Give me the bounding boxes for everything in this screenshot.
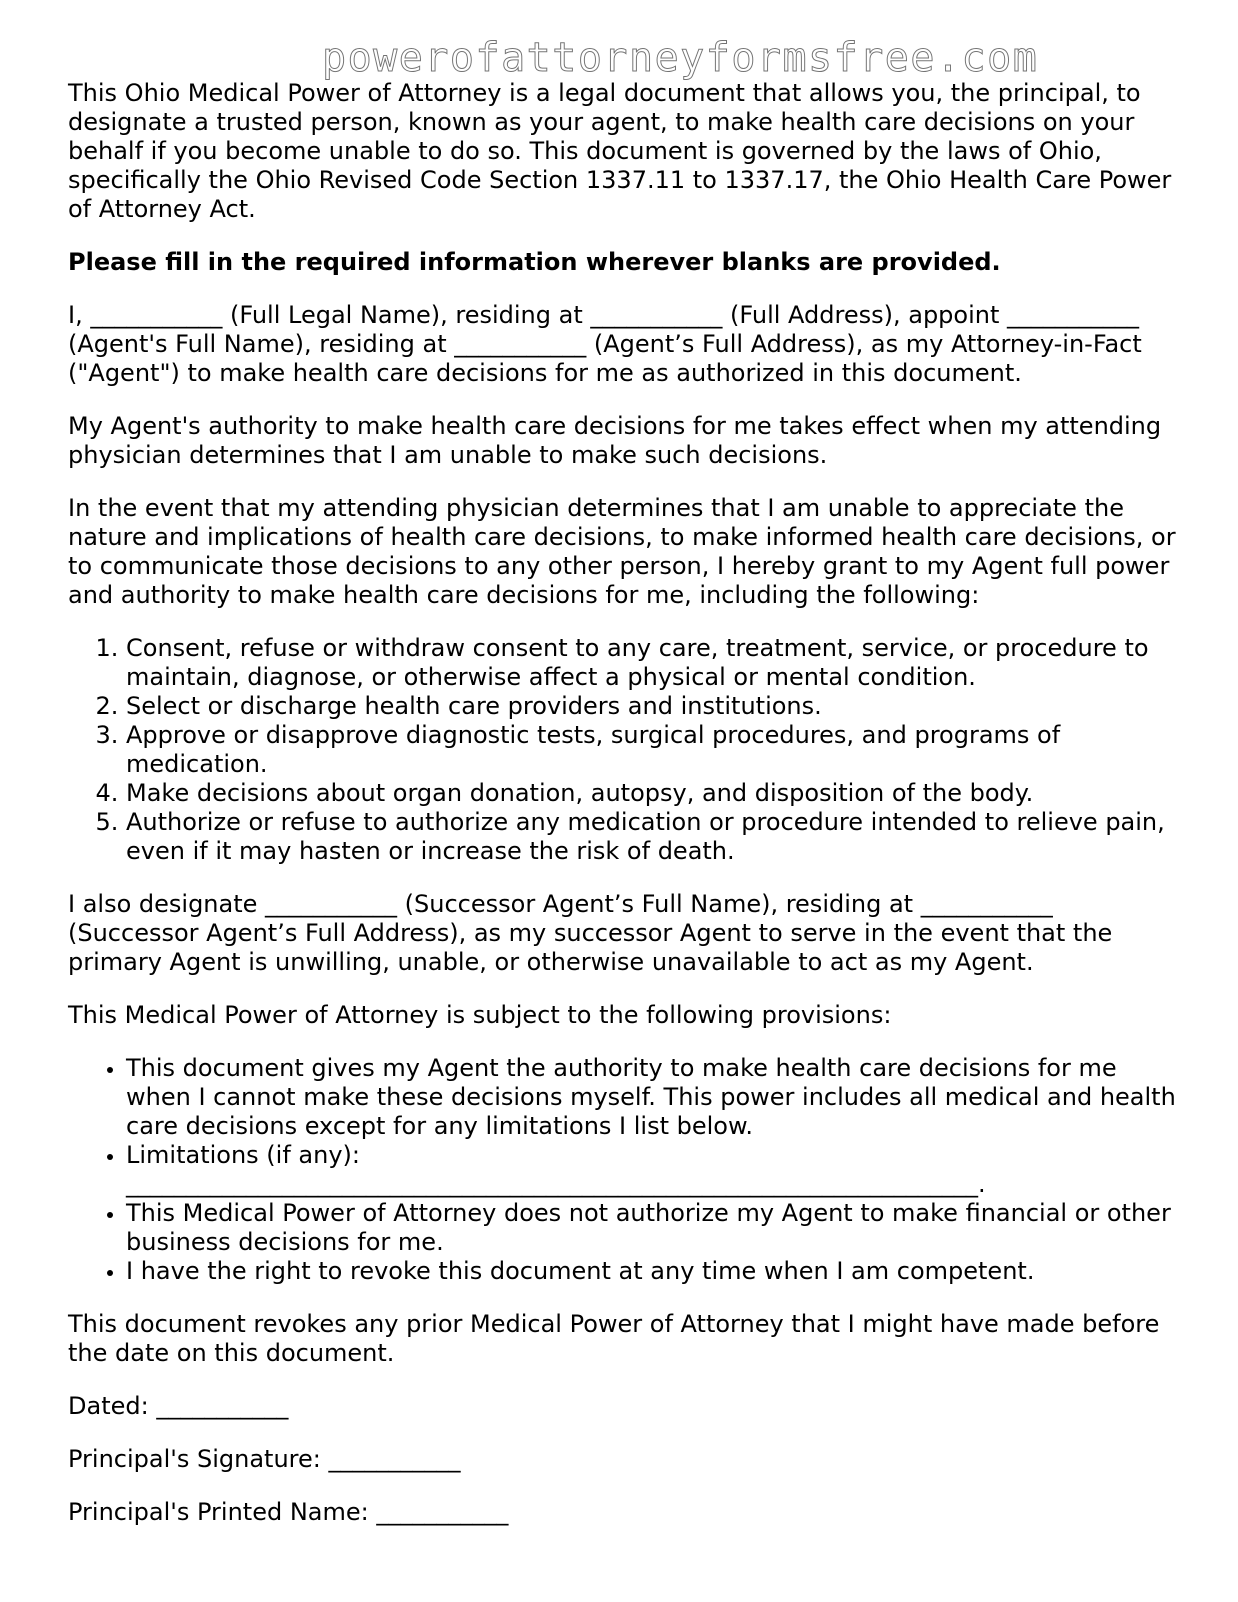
successor-paragraph: I also designate ___________ (Successor Agent’s Full Name), residing at ___________ (Successor Agent’s Full Address), as my successor Agent to serve in the event that the primary Agent is unwilling, unable, or otherwise unavailable to act as my Agent. <box>68 890 1113 976</box>
appointment-paragraph: I, ___________ (Full Legal Name), residing at ___________ (Full Address), appoint ___________ (Agent's Full Name), residing at ___________ (Agent’s Full Address), as my Attorney-in-Fact ("Agent") to make health care decisions for me as authorized in this document. <box>68 301 1142 387</box>
watermark: powerofattorneyformsfree.com <box>322 35 1039 81</box>
power-item: 4. Make decisions about organ donation, autopsy, and disposition of the body. <box>126 779 1178 808</box>
provision-item: • This Medical Power of Attorney does not authorize my Agent to make financial or other business decisions for me. <box>126 1199 1178 1257</box>
provisions-intro: This Medical Power of Attorney is subject to the following provisions: <box>68 1001 892 1029</box>
power-item: 2. Select or discharge health care providers and institutions. <box>126 692 1178 721</box>
power-item: 3. Approve or disapprove diagnostic tests, surgical procedures, and programs of medication. <box>126 721 1178 779</box>
printed-name-line: Principal's Printed Name: ___________ <box>68 1498 509 1526</box>
power-item: 1. Consent, refuse or withdraw consent to any care, treatment, service, or procedure to maintain, diagnose, or otherwise affect a physical or mental condition. <box>126 634 1178 692</box>
provision-item: • This document gives my Agent the authority to make health care decisions for me when I cannot make these decisions myself. This power includes all medical and health care decisions except for any limitations I list below. <box>126 1054 1178 1141</box>
power-item: 5. Authorize or refuse to authorize any medication or procedure intended to relieve pain, even if it may hasten or increase the risk of death. <box>126 808 1178 866</box>
provision-item-limitations: • Limitations (if any): _______________________________________________________________________. <box>126 1141 1178 1199</box>
grant-paragraph: In the event that my attending physician determines that I am unable to appreciate the nature and implications of health care decisions, to make informed health care decisions, or to communicate those decisions to any other person, I hereby grant to my Agent full power and authority to make health care decisions for me, including the following: <box>68 494 1176 609</box>
provision-item: • I have the right to revoke this document at any time when I am competent. <box>126 1257 1178 1286</box>
signature-line: Principal's Signature: ___________ <box>68 1445 461 1473</box>
instruction-text: Please fill in the required information wherever blanks are provided. <box>68 248 1001 276</box>
powers-list <box>68 634 1178 866</box>
effective-paragraph: My Agent's authority to make health care decisions for me takes effect when my attending physician determines that I am unable to make such decisions. <box>68 412 1162 469</box>
revocation-paragraph: This document revokes any prior Medical Power of Attorney that I might have made before the date on this document. <box>68 1310 1160 1367</box>
document-body <box>68 79 1178 1551</box>
provisions-list <box>68 1054 1178 1286</box>
intro-paragraph: This Ohio Medical Power of Attorney is a legal document that allows you, the principal, to designate a trusted person, known as your agent, to make health care decisions on your behalf if you become unable to do so. This document is governed by the laws of Ohio, specifically the Ohio Revised Code Section 1337.11 to 1337.17, the Ohio Health Care Power of Attorney Act. <box>68 79 1172 223</box>
dated-line: Dated: ___________ <box>68 1392 289 1420</box>
